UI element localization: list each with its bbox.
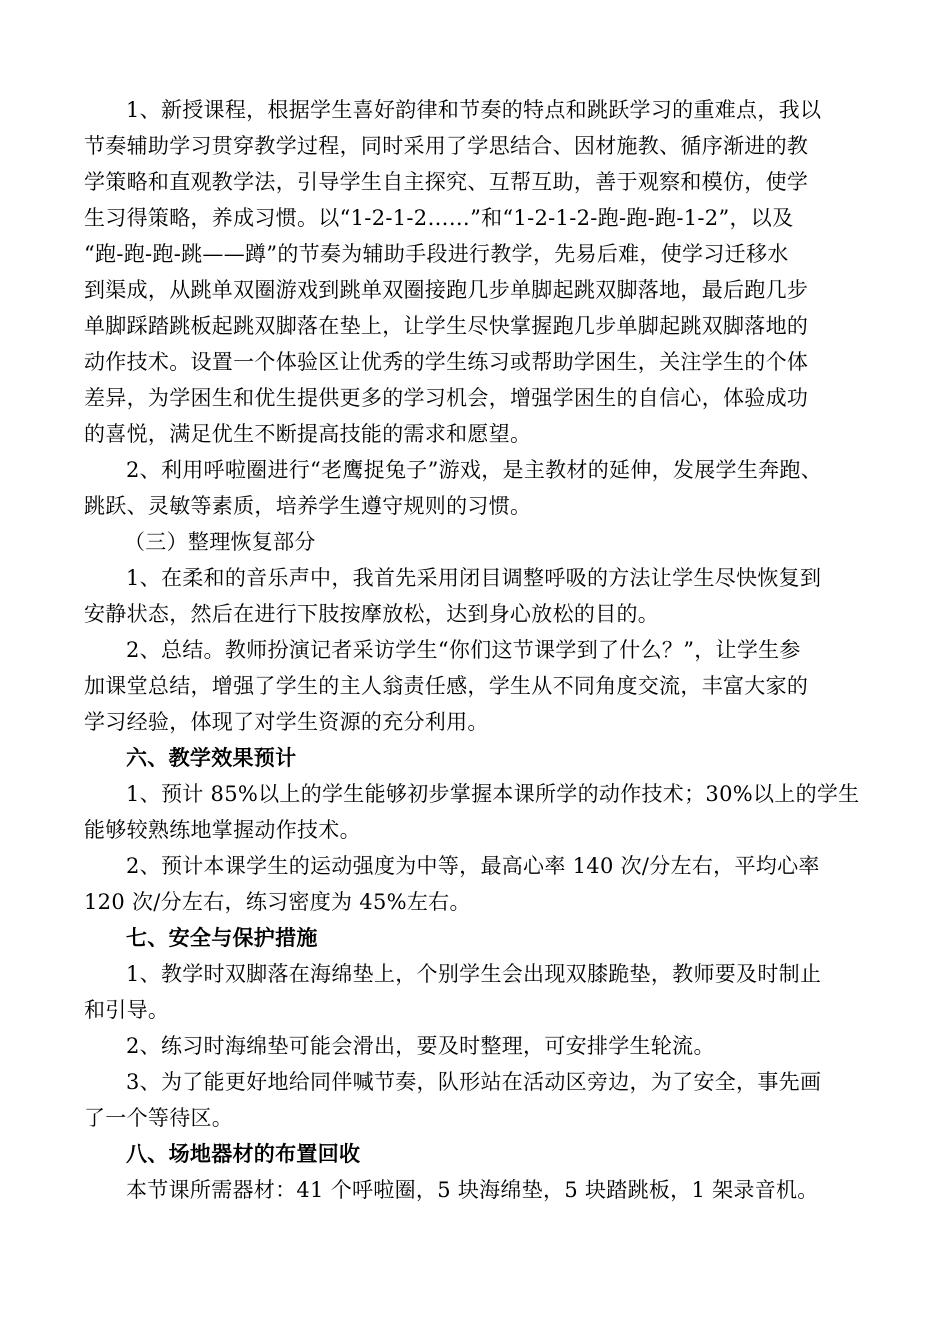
paragraph-equipment-list bbox=[84, 1172, 868, 1208]
text-line: 生习得策略，养成习惯。以“1-2-1-2……”和“1-2-1-2-跑-跑-跑-1-2”，以及 bbox=[84, 206, 794, 230]
text-line: 1、教学时双脚落在海绵垫上，个别学生会出现双膝跪垫，教师要及时制止 bbox=[126, 962, 822, 986]
text-line: 2、总结。教师扮演记者采访学生“你们这节课学到了什么？”，让学生参 bbox=[126, 638, 801, 662]
text-line: 1、预计 85%以上的学生能够初步掌握本课所学的动作技术；30%以上的学生 bbox=[126, 782, 860, 806]
text-line: 能够较熟练地掌握动作技术。 bbox=[84, 818, 361, 842]
text-line: 120 次/分左右，练习密度为 45%左右。 bbox=[84, 890, 471, 914]
text-line: 到渠成，从跳单双圈游戏到跳单双圈接跑几步单脚起跳双脚落地，最后跑几步 bbox=[84, 278, 809, 302]
text-line: 的喜悦，满足优生不断提高技能的需求和愿望。 bbox=[84, 422, 532, 446]
text-line: 1、新授课程，根据学生喜好韵律和节奏的特点和跳跃学习的重难点，我以 bbox=[126, 98, 822, 122]
text-line: 安静状态，然后在进行下肢按摩放松，达到身心放松的目的。 bbox=[84, 602, 660, 626]
text-line: 和引导。 bbox=[84, 998, 170, 1022]
paragraph-hula-game bbox=[84, 452, 868, 524]
text-line: 2、预计本课学生的运动强度为中等，最高心率 140 次/分左右，平均心率 bbox=[126, 854, 820, 878]
text-line: 1、在柔和的音乐声中，我首先采用闭目调整呼吸的方法让学生尽快恢复到 bbox=[126, 566, 822, 590]
paragraph-safety-mats bbox=[84, 1028, 868, 1064]
paragraph-safety-landing bbox=[84, 956, 868, 1028]
section-heading-safety: 七、安全与保护措施 bbox=[126, 925, 318, 950]
paragraph-effect-intensity bbox=[84, 848, 868, 920]
text-line: 本节课所需器材：41 个呼啦圈，5 块海绵垫，5 块踏跳板，1 架录音机。 bbox=[126, 1178, 819, 1202]
paragraph-new-course bbox=[84, 92, 868, 452]
text-line: 节奏辅助学习贯穿教学过程，同时采用了学思结合、因材施教、循序渐进的教 bbox=[84, 134, 809, 158]
text-line: 2、利用呼啦圈进行“老鹰捉兔子”游戏，是主教材的延伸，发展学生奔跑、 bbox=[126, 458, 823, 482]
text-line: 2、练习时海绵垫可能会滑出，要及时整理，可安排学生轮流。 bbox=[126, 1034, 715, 1058]
text-line: 学策略和直观教学法，引导学生自主探究、互帮互助，善于观察和模仿，使学 bbox=[84, 170, 809, 194]
paragraph-recovery-music bbox=[84, 560, 868, 632]
section-title-recovery: （三）整理恢复部分 bbox=[124, 530, 316, 554]
paragraph-safety-waiting bbox=[84, 1064, 868, 1136]
section-heading-effect: 六、教学效果预计 bbox=[126, 745, 297, 770]
text-line: 单脚踩踏跳板起跳双脚落在垫上，让学生尽快掌握跑几步单脚起跳双脚落地的 bbox=[84, 314, 809, 338]
text-line: 学习经验，体现了对学生资源的充分利用。 bbox=[84, 710, 489, 734]
section-heading-equipment: 八、场地器材的布置回收 bbox=[126, 1141, 361, 1166]
text-line: 加课堂总结，增强了学生的主人翁责任感，学生从不同角度交流，丰富大家的 bbox=[84, 674, 809, 698]
text-line: 3、为了能更好地给同伴喊节奏，队形站在活动区旁边，为了安全，事先画 bbox=[126, 1070, 822, 1094]
text-line: 跳跃、灵敏等素质，培养学生遵守规则的习惯。 bbox=[84, 494, 532, 518]
text-line: 动作技术。设置一个体验区让优秀的学生练习或帮助学困生，关注学生的个体 bbox=[84, 350, 809, 374]
text-line: “跑-跑-跑-跳——蹲”的节奏为辅助手段进行教学，先易后难，使学习迁移水 bbox=[84, 242, 789, 266]
document-body bbox=[84, 92, 868, 1208]
text-line: 差异，为学困生和优生提供更多的学习机会，增强学困生的自信心，体验成功 bbox=[84, 386, 809, 410]
text-line: 了一个等待区。 bbox=[84, 1106, 234, 1130]
paragraph-effect-mastery bbox=[84, 776, 868, 848]
paragraph-recovery-summary bbox=[84, 632, 868, 740]
